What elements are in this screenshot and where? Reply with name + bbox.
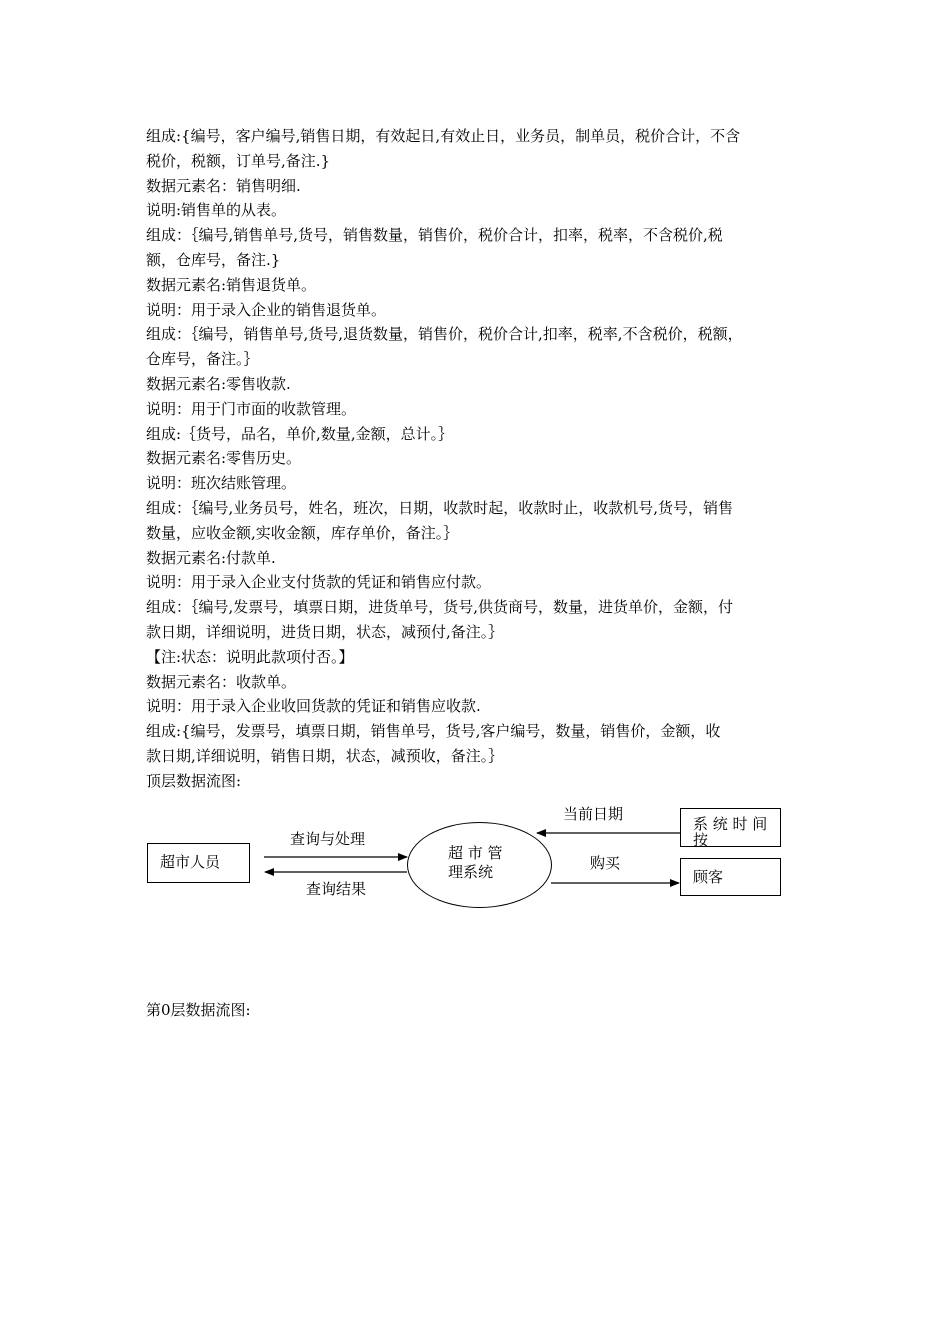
entity-supermarket-staff	[147, 843, 250, 883]
section-title-top-level-dfd: 顶层数据流图:	[146, 771, 242, 790]
text-line: 组成:{编号，发票号，填票日期，销售单号，货号,客户编号，数量，销售价，金额，收	[146, 722, 721, 741]
section-title-level-0-dfd: 第0层数据流图:	[146, 1001, 251, 1019]
entity-supermarket-staff-label: 超市人员	[160, 853, 221, 871]
flow-label-current-date: 当前日期	[563, 805, 624, 823]
text-line: 组成：｛编号，销售单号,货号,退货数量，销售价，税价合计,扣率，税率,不含税价，税额，	[146, 325, 743, 344]
entity-system-time-label-line1: 系 统 时 间	[693, 815, 768, 833]
text-line: 款日期，详细说明，进货日期，状态，减预付,备注。｝	[146, 622, 504, 641]
text-line: 组成:｛货号，品名，单价,数量,金额，总计。｝	[146, 424, 454, 443]
flow-label-query-result: 查询结果	[306, 880, 367, 898]
process-label-line1: 超 市 管	[448, 844, 503, 862]
text-line: 说明:销售单的从表。	[146, 201, 287, 220]
entity-customer-label: 顾客	[693, 868, 724, 886]
text-line: 组成：｛编号,发票号，填票日期，进货单号，货号,供货商号，数量，进货单价，金额，付	[146, 598, 734, 617]
text-line: 税价，税额，订单号,备注.}	[146, 151, 331, 170]
text-line: 款日期,详细说明，销售日期，状态，减预收，备注。｝	[146, 746, 504, 765]
text-line: 数据元素名：销售明细.	[146, 176, 301, 195]
flow-label-query-process: 查询与处理	[290, 830, 366, 848]
text-line: 数据元素名：收款单。	[146, 672, 297, 691]
text-line: 数据元素名:销售退货单。	[146, 275, 317, 294]
text-line: 说明：用于录入企业的销售退货单。	[146, 300, 387, 319]
text-line: 说明：用于录入企业收回货款的凭证和销售应收款.	[146, 697, 481, 716]
text-line: 说明：用于门市面的收款管理。	[146, 399, 357, 418]
entity-system-time-label-line2: 按	[693, 831, 709, 849]
entity-customer	[680, 858, 781, 896]
entity-system-time	[680, 808, 781, 847]
text-line: 说明：班次结账管理。	[146, 474, 297, 493]
text-line: 仓库号，备注。｝	[146, 350, 259, 369]
text-line: 组成：｛编号,销售单号,货号，销售数量，销售价，税价合计，扣率，税率，不含税价,税	[146, 226, 723, 245]
text-line: 【注:状态：说明此款项付否。】	[146, 647, 354, 666]
flow-label-purchase: 购买	[590, 854, 621, 872]
process-label-line2: 理系统	[448, 863, 494, 881]
text-line: 额，仓库号，备注.}	[146, 250, 281, 269]
text-line: 说明：用于录入企业支付货款的凭证和销售应付款。	[146, 573, 492, 592]
text-line: 数量，应收金额,实收金额，库存单价，备注。｝	[146, 523, 459, 542]
document-body	[146, 124, 810, 794]
text-line: 数据元素名:零售收款.	[146, 374, 291, 393]
text-line: 数据元素名:零售历史。	[146, 449, 302, 468]
text-line: 组成：｛编号,业务员号，姓名，班次，日期，收款时起，收款时止，收款机号,货号，销售	[146, 498, 734, 517]
text-line: 组成:{编号，客户编号,销售日期，有效起日,有效止日，业务员，制单员，税价合计，不含	[146, 127, 741, 145]
text-line: 数据元素名:付款单.	[146, 548, 276, 567]
